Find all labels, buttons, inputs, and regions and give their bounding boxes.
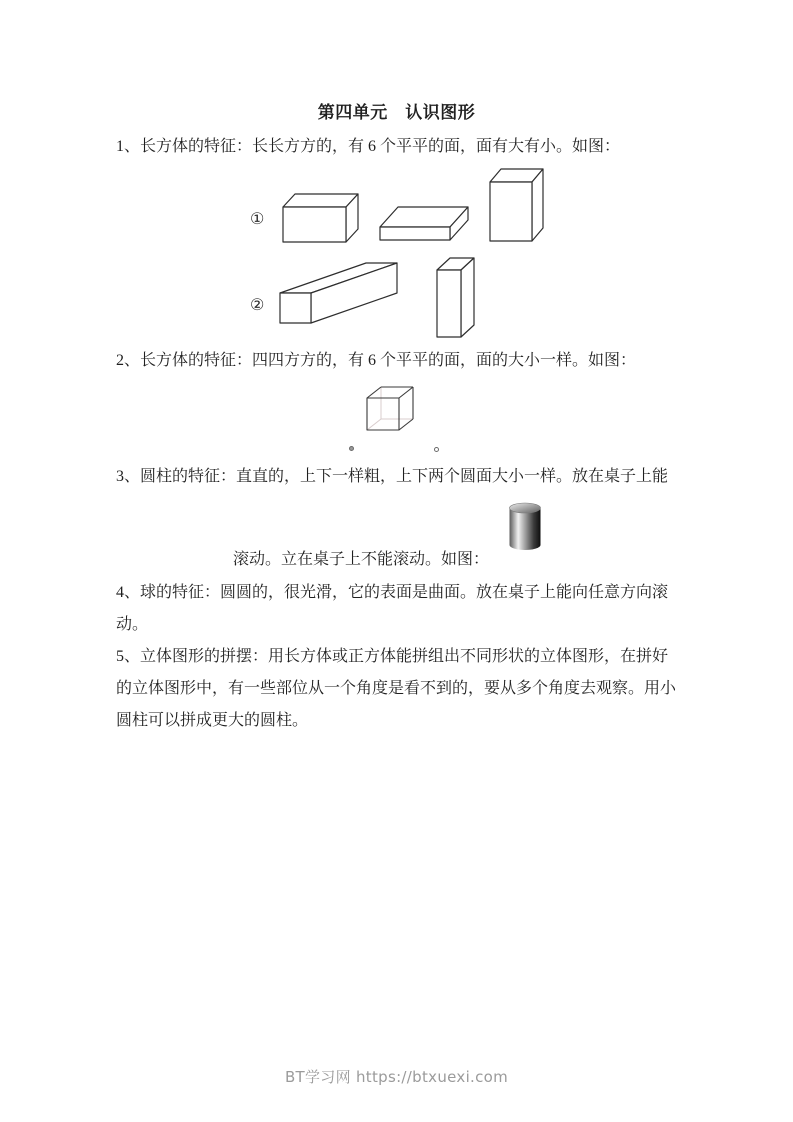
item-3-text-line2: 滚动。立在桌子上不能滚动。如图： <box>233 551 490 568</box>
item-1-text: 1、长方体的特征：长长方方的，有 6 个平平的面，面有大有小。如图： <box>116 138 621 155</box>
figure-label-2: ② <box>250 297 265 314</box>
cuboid-wide-icon <box>283 194 358 242</box>
item-4-text-line2: 动。 <box>116 616 149 633</box>
cuboid-long-beam-icon <box>280 263 397 323</box>
item-4-text-line1: 4、球的特征：圆圆的，很光滑，它的表面是曲面。放在桌子上能向任意方向滚 <box>116 584 669 601</box>
figure-label-1: ① <box>250 211 265 228</box>
small-circle-mark <box>349 446 354 451</box>
item-2-text: 2、长方体的特征：四四方方的，有 6 个平平的面，面的大小一样。如图： <box>116 352 637 369</box>
site-watermark: BT学习网 https://btxuexi.com <box>284 1068 509 1086</box>
item-5-text-line2: 的立体图形中，有一些部位从一个角度是看不到的，要从多个角度去观察。用小 <box>116 680 677 697</box>
cuboid-tall-icon <box>490 169 543 241</box>
cylinder-shaded-icon <box>504 500 548 556</box>
item-5-text-line3: 圆柱可以拼成更大的圆柱。 <box>116 712 309 729</box>
cube-wireframe-icon <box>358 382 418 436</box>
small-circle-mark <box>434 447 439 452</box>
cuboid-examples-figure <box>240 160 560 345</box>
item-3-text-line1: 3、圆柱的特征：直直的，上下一样粗，上下两个圆面大小一样。放在桌子上能 <box>116 468 669 485</box>
item-5-text-line1: 5、立体图形的拼摆：用长方体或正方体能拼组出不同形状的立体图形，在拼好 <box>116 648 669 665</box>
cuboid-flat-icon <box>380 207 468 240</box>
page-title: 第四单元 认识图形 <box>317 103 476 122</box>
cuboid-tall-thin-icon <box>437 258 474 337</box>
